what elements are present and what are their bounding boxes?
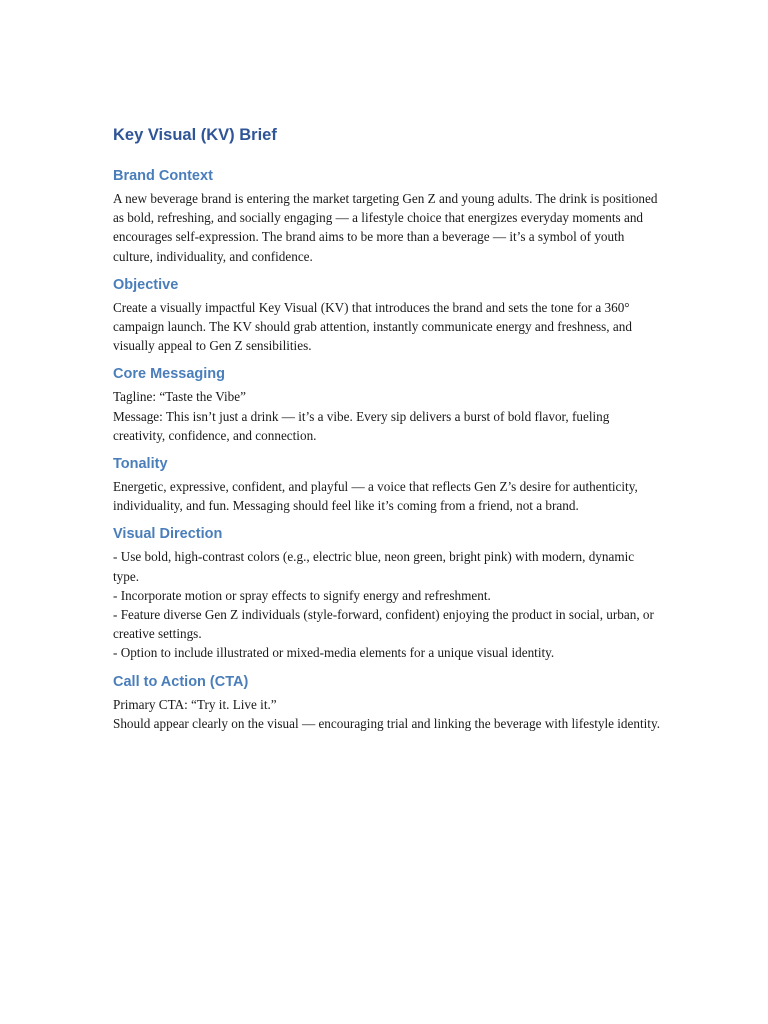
section-core-messaging — [113, 363, 663, 445]
section-objective — [113, 274, 663, 356]
visual-direction-item: - Feature diverse Gen Z individuals (style-forward, confident) enjoying the product in social, urban, or creative settings. — [113, 607, 654, 642]
document-title: Key Visual (KV) Brief — [113, 126, 277, 144]
section-visual-direction — [113, 523, 663, 662]
section-tonality — [113, 453, 663, 515]
visual-direction-item: - Option to include illustrated or mixed-media elements for a unique visual identity. — [113, 645, 555, 661]
section-paragraph: A new beverage brand is entering the market targeting Gen Z and young adults. The drink is positioned as bold, refreshing, and socially engaging — a lifestyle choice that energizes everyday moments and encourages self-expression. The brand aims to be more than a beverage — it’s a symbol of youth culture, individuality, and confidence. — [113, 191, 658, 264]
cta-placement-line: Should appear clearly on the visual — encouraging trial and linking the beverage with lifestyle identity. — [113, 715, 660, 731]
section-paragraph: Energetic, expressive, confident, and playful — a voice that reflects Gen Z’s desire for authenticity, individuality, and fun. Messaging should feel like it’s coming from a friend, not a brand. — [113, 479, 638, 514]
section-heading: Objective — [113, 276, 179, 293]
section-call-to-action — [113, 671, 663, 733]
visual-direction-item: - Use bold, high-contrast colors (e.g., electric blue, neon green, bright pink) with modern, dynamic type. — [113, 549, 635, 584]
visual-direction-item: - Incorporate motion or spray effects to signify energy and refreshment. — [113, 587, 491, 603]
section-brand-context — [113, 165, 663, 266]
section-heading: Visual Direction — [113, 526, 223, 543]
section-heading: Core Messaging — [113, 366, 225, 383]
primary-cta-line: Primary CTA: “Try it. Live it.” — [113, 696, 277, 712]
document-page — [113, 122, 663, 741]
section-heading: Tonality — [113, 456, 168, 473]
message-line: Message: This isn’t just a drink — it’s a vibe. Every sip delivers a burst of bold flavor, fueling creativity, confidence, and connection. — [113, 408, 610, 443]
section-heading: Brand Context — [113, 168, 213, 184]
section-paragraph: Create a visually impactful Key Visual (KV) that introduces the brand and sets the tone for a 360° campaign launch. The KV should grab attention, instantly communicate energy and freshness, and visually appeal to Gen Z sensibilities. — [113, 299, 632, 354]
tagline-line: Tagline: “Taste the Vibe” — [113, 389, 246, 405]
section-heading: Call to Action (CTA) — [113, 673, 249, 690]
